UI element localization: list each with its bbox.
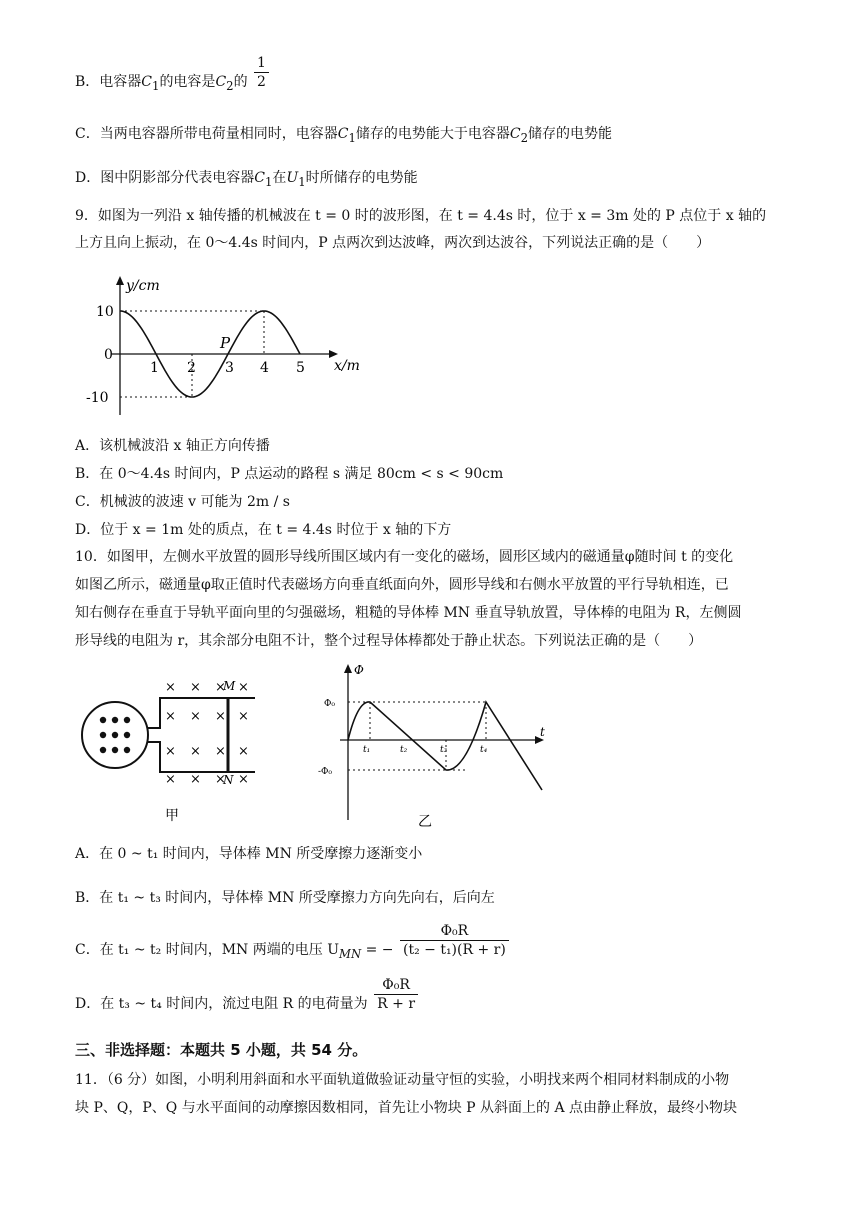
field-dot bbox=[124, 717, 130, 723]
field-cross: × bbox=[215, 744, 226, 759]
q9-option-c: C．机械波的波速 v 可能为 2m / s bbox=[75, 494, 290, 510]
t2-label: t₂ bbox=[400, 745, 408, 755]
field-cross: × bbox=[238, 680, 249, 695]
voltage-fraction: $\frac{\text{Φ₀R}}{\text{(t₂ − t₁)(R + r)}}$ bbox=[400, 922, 509, 959]
section-heading: 三、非选择题：本题共 5 小题，共 54 分。 bbox=[75, 1041, 368, 1059]
field-cross: × bbox=[190, 680, 201, 695]
x-axis-label: x/m bbox=[334, 358, 360, 374]
field-cross: × bbox=[190, 744, 201, 759]
q10-option-d: D．在 t₃ ~ t₄ 时间内，流过电阻 R 的电荷量为 $\frac{\text{Φ₀R}}{R + r}$ bbox=[75, 994, 420, 1014]
x-tick-4: 4 bbox=[260, 360, 269, 376]
q10-stem-line1: 10．如图甲，左侧水平放置的圆形导线所围区域内有一变化的磁场，圆形区域内的磁通量φ随时间 t 的变化 bbox=[75, 549, 734, 565]
label-n: N bbox=[223, 773, 234, 787]
field-dot bbox=[100, 732, 106, 738]
q11-stem-line2: 块 P、Q，P、Q 与水平面间的动摩擦因数相同，首先让小物块 P 从斜面上的 A 点由静止释放，最终小物块 bbox=[75, 1100, 738, 1116]
y-axis-label: y/cm bbox=[126, 278, 160, 294]
q9-option-b: B．在 0～4.4s 时间内，P 点运动的路程 s 满足 80cm < s < 90cm bbox=[75, 466, 504, 482]
x-axis-arrow bbox=[329, 350, 338, 358]
q9-wave-graph bbox=[82, 270, 362, 420]
field-dot bbox=[112, 747, 118, 753]
y-tick-10: 10 bbox=[96, 304, 114, 320]
phi-axis-arrow bbox=[344, 664, 352, 673]
q8-option-b: B．电容器$C_1$的电容是$C_2$的 $\frac{1}{2}$ bbox=[75, 72, 271, 96]
x-tick-1: 1 bbox=[150, 360, 159, 376]
q8-option-c: C．当两电容器所带电荷量相同时，电容器$C_1$储存的电势能大于电容器$C_2$储存的电势能 bbox=[75, 126, 612, 145]
y-axis-arrow bbox=[116, 276, 124, 285]
t-axis-label: t bbox=[540, 725, 545, 739]
q10-stem-line4: 形导线的电阻为 r，其余部分电阻不计，整个过程导体棒都处于静止状态。下列说法正确的是（ ） bbox=[75, 633, 703, 649]
field-cross: × bbox=[215, 709, 226, 724]
field-cross: × bbox=[238, 772, 249, 787]
q10-option-a: A．在 0 ~ t₁ 时间内，导体棒 MN 所受摩擦力逐渐变小 bbox=[75, 846, 423, 862]
y-tick-neg10: -10 bbox=[86, 390, 109, 406]
field-dot bbox=[112, 732, 118, 738]
field-crosses-in bbox=[165, 680, 249, 787]
field-cross: × bbox=[165, 772, 176, 787]
y-tick-0: 0 bbox=[104, 347, 113, 363]
q10-figure-jia bbox=[75, 660, 295, 830]
x-tick-5: 5 bbox=[296, 360, 305, 376]
field-cross: × bbox=[165, 709, 176, 724]
field-dot bbox=[124, 732, 130, 738]
q9-stem-line2: 上方且向上振动，在 0～4.4s 时间内，P 点两次到达波峰，两次到达波谷，下列说法正确的是（ ） bbox=[75, 235, 711, 251]
field-dot bbox=[124, 747, 130, 753]
field-dot bbox=[100, 747, 106, 753]
field-cross: × bbox=[165, 744, 176, 759]
label-m: M bbox=[223, 679, 236, 693]
field-cross: × bbox=[165, 680, 176, 695]
t4-label: t₄ bbox=[480, 745, 488, 755]
field-dots-out bbox=[100, 717, 130, 753]
field-cross: × bbox=[215, 772, 226, 787]
neg-phi0-label: -Φ₀ bbox=[318, 767, 333, 777]
q9-option-d: D．位于 x = 1m 处的质点，在 t = 4.4s 时位于 x 轴的下方 bbox=[75, 522, 452, 538]
q10-option-b: B．在 t₁ ~ t₃ 时间内，导体棒 MN 所受摩擦力方向先向右，后向左 bbox=[75, 890, 495, 906]
field-cross: × bbox=[190, 709, 201, 724]
fraction-one-half: $\frac{1}{2}$ bbox=[254, 54, 269, 91]
x-tick-2: 2 bbox=[187, 360, 196, 376]
q9-stem-line1: 9．如图为一列沿 x 轴传播的机械波在 t = 0 时的波形图，在 t = 4.4s 时，位于 x = 3m 处的 P 点位于 x 轴的 bbox=[75, 208, 767, 224]
phi0-label: Φ₀ bbox=[324, 699, 335, 709]
phi-axis-label: Φ bbox=[354, 663, 364, 677]
q8-option-d: D．图中阴影部分代表电容器$C_1$在$U_1$时所储存的电势能 bbox=[75, 170, 418, 189]
field-cross: × bbox=[238, 744, 249, 759]
q10-stem-line3: 知右侧存在垂直于导轨平面向里的匀强磁场，粗糙的导体棒 MN 垂直导轨放置，导体棒的电阻为 R，左侧圆 bbox=[75, 605, 742, 621]
figure-jia-caption: 甲 bbox=[165, 808, 179, 824]
q11-stem-line1: 11．（6 分）如图，小明利用斜面和水平面轨道做验证动量守恒的实验，小明找来两个相同材料制成的小物 bbox=[75, 1072, 730, 1088]
t3-label: t₃ bbox=[440, 745, 448, 755]
q9-option-a: A．该机械波沿 x 轴正方向传播 bbox=[75, 438, 270, 454]
field-dot bbox=[112, 717, 118, 723]
charge-fraction: $\frac{\text{Φ₀R}}{R + r}$ bbox=[374, 976, 418, 1013]
field-cross: × bbox=[215, 680, 226, 695]
point-p-label: P bbox=[220, 334, 231, 352]
x-tick-3: 3 bbox=[225, 360, 234, 376]
q10-stem-line2: 如图乙所示，磁通量φ取正值时代表磁场方向垂直纸面向外，圆形导线和右侧水平放置的平行导轨相连，已 bbox=[75, 577, 729, 593]
field-cross: × bbox=[238, 709, 249, 724]
figure-yi-caption: 乙 bbox=[418, 814, 432, 830]
field-cross: × bbox=[190, 772, 201, 787]
t1-label: t₁ bbox=[363, 745, 371, 755]
q10-option-c: C．在 t₁ ~ t₂ 时间内，MN 两端的电压 $U_{MN}$ = − $\frac{\text{Φ₀R}}{\text{(t₂ − t₁)(R + r)}}$ bbox=[75, 940, 511, 964]
q10-figure-yi bbox=[318, 660, 558, 835]
field-dot bbox=[100, 717, 106, 723]
